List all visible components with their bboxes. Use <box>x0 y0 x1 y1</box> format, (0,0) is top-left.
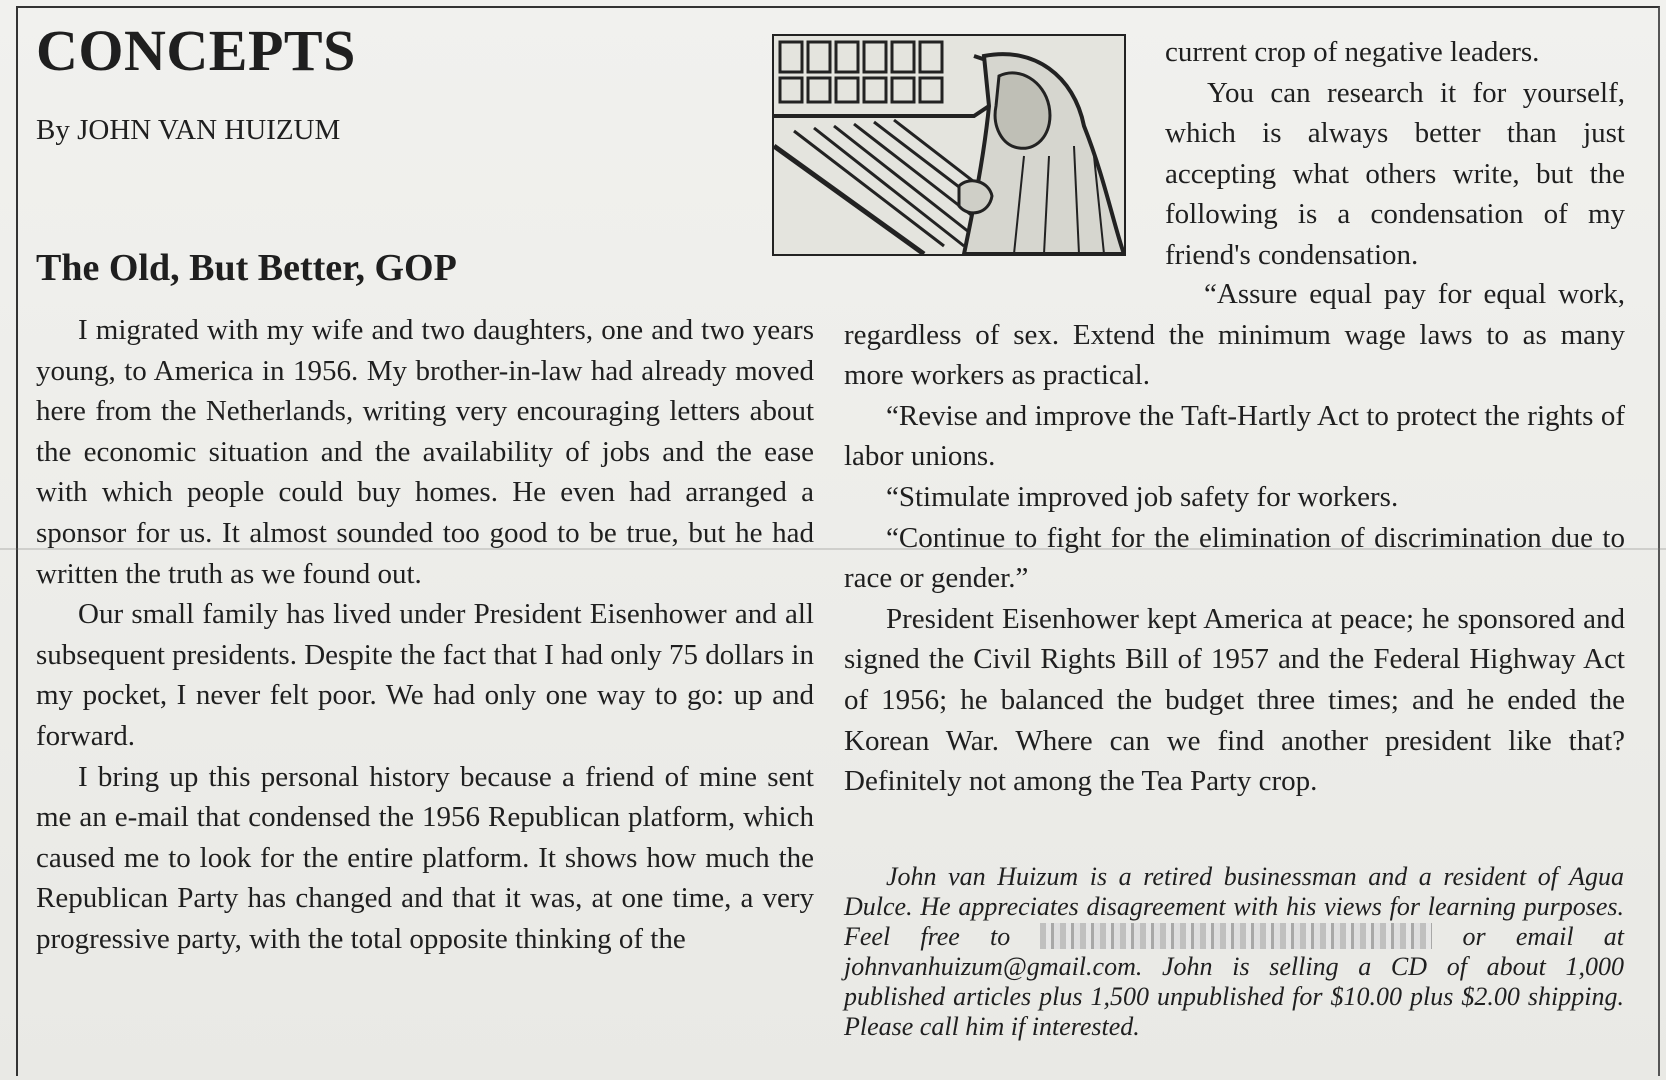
left-column <box>36 310 814 960</box>
article-paragraph: President Eisenhower kept America at peace; he sponsored and signed the Civil Rights Bill of 1957 and the Federal Highway Act of 1956; he balanced the budget three times; and he ended the Korean War. Where can we find another president like that? Definitely not among the Tea Party crop. <box>844 602 1625 798</box>
article-paragraph: You can research it for yourself, which is always better than just accepting what others write, but the following is a condensation of my friend's condensation. <box>1165 76 1625 271</box>
author-bio <box>844 862 1624 1042</box>
redacted-phone-number <box>1040 923 1432 949</box>
article-paragraph: I bring up this personal history because a friend of mine sent me an e-mail that condensed the 1956 Republican platform, which caused me to look for the entire platform. It shows how much the Republican Party has changed and that it was, at one time, a very progressive party, with the total opposite thinking of the <box>36 760 814 955</box>
article-headline: The Old, But Better, GOP <box>36 247 457 289</box>
article-paragraph: I migrated with my wife and two daughters, one and two years young, to America in 1956. My brother-in-law had already moved here from the Netherlands, writing very encouraging letters about the economic situation and the availability of jobs and the ease with which people could buy homes. He even had arranged a sponsor for us. It almost sounded too good to be true, but he had written the truth as we found out. <box>36 314 814 590</box>
monk-at-desk-icon <box>774 36 1124 254</box>
platform-quote: “Continue to fight for the elimination of discrimination due to race or gender.” <box>844 521 1625 595</box>
right-column-top <box>1165 32 1625 276</box>
article-paragraph: current crop of negative leaders. <box>1165 36 1540 68</box>
section-title: CONCEPTS <box>36 18 356 83</box>
bio-text-before: John van Huizum is a retired businessman and a resident of Agua Dulce. He appreciates disagreement with his views for learning purposes. Feel free to <box>844 862 1624 951</box>
author-bio-text <box>844 862 1624 1042</box>
bio-text-after: or email at johnvanhuizum@gmail.com. John is selling a CD of about 1,000 published articles plus 1,500 unpublished for $10.00 plus $2.00 shipping. Please call him if interested. <box>844 922 1624 1041</box>
platform-quote: “Revise and improve the Taft-Hartly Act to protect the rights of labor unions. <box>844 399 1625 473</box>
article-header <box>36 18 356 147</box>
byline: By JOHN VAN HUIZUM <box>36 114 341 146</box>
right-column <box>844 274 1625 802</box>
platform-quote: “Assure equal pay for equal work, regardless of sex. Extend the minimum wage laws to as many more workers as practical. <box>844 278 1625 392</box>
article-paragraph: Our small family has lived under President Eisenhower and all subsequent presidents. Despite the fact that I had only 75 dollars in my pocket, I never felt poor. We had only one way to go: up and forward. <box>36 598 814 752</box>
woodcut-illustration <box>772 34 1126 256</box>
platform-quote: “Stimulate improved job safety for workers. <box>886 480 1399 513</box>
